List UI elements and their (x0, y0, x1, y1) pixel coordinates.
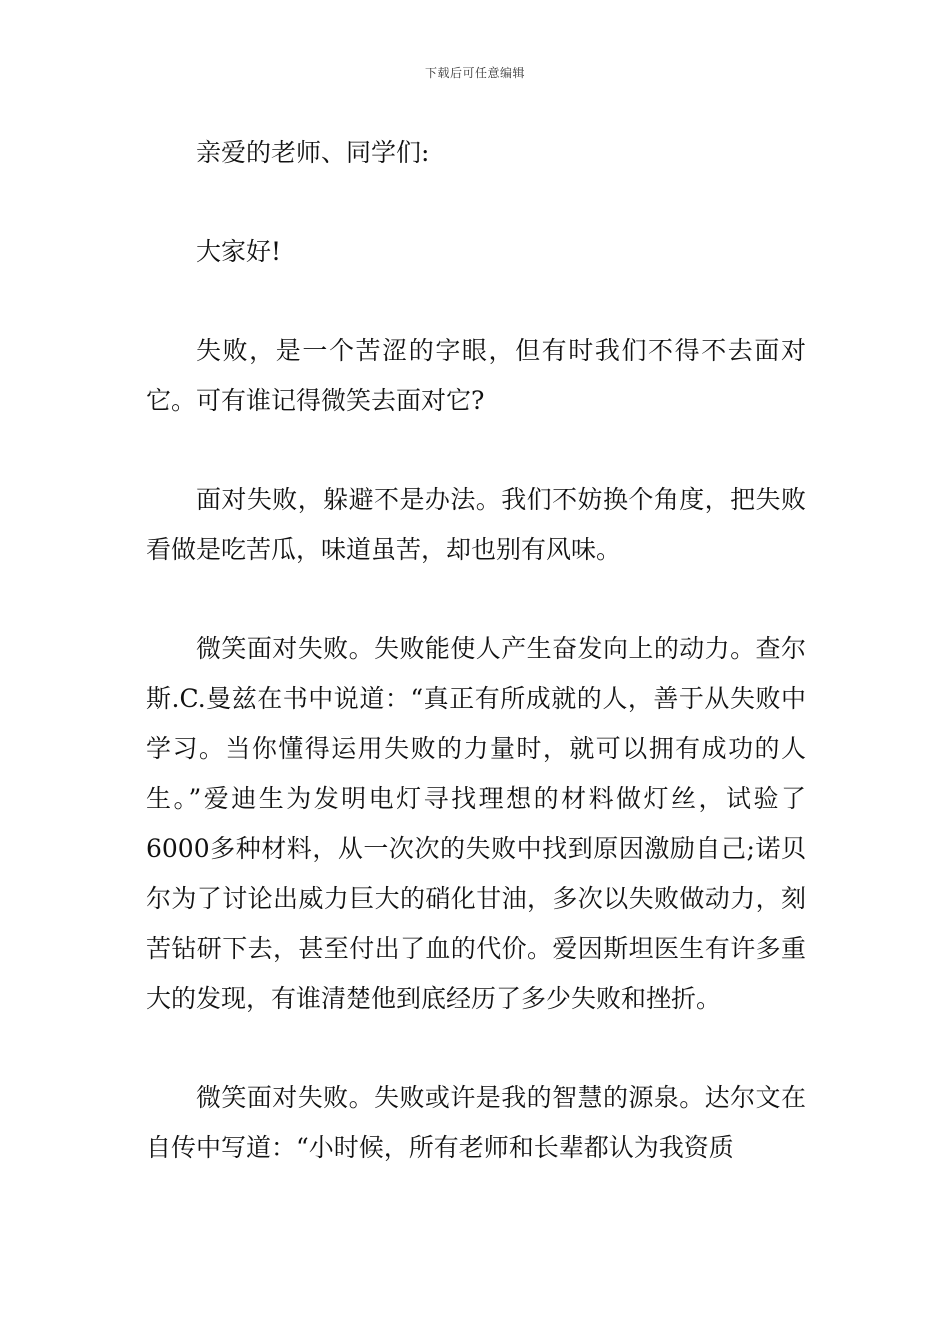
body-paragraph-4: 微笑面对失败。失败或许是我的智慧的源泉。达尔文在自传中写道：“小时候，所有老师和长辈都认为我资质 (146, 1083, 806, 1162)
body-paragraph-2: 面对失败，躲避不是办法。我们不妨换个角度，把失败看做是吃苦瓜，味道虽苦，却也别有风味。 (146, 485, 806, 564)
document-body (146, 128, 806, 1222)
body-paragraph-1: 失败，是一个苦涩的字眼，但有时我们不得不去面对它。可有谁记得微笑去面对它? (146, 336, 806, 415)
page-header: 下载后可任意编辑 (424, 66, 525, 80)
salutation-paragraph: 亲爱的老师、同学们: (196, 138, 430, 167)
body-paragraph-3: 微笑面对失败。失败能使人产生奋发向上的动力。查尔斯.C.曼兹在书中说道：“真正有所成就的人，善于从失败中学习。当你懂得运用失败的力量时，就可以拥有成功的人生。”爱迪生为发明电灯寻找理想的材料做灯丝，试验了6000多种材料，从一次次的失败中找到原因激励自己;诺贝尔为了讨论出威力巨大的硝化甘油，多次以失败做动力，刻苦钻研下去，甚至付出了血的代价。爱因斯坦医生有许多重大的发现，有谁清楚他到底经历了多少失败和挫折。 (146, 634, 806, 1013)
greeting-paragraph: 大家好! (196, 237, 282, 266)
